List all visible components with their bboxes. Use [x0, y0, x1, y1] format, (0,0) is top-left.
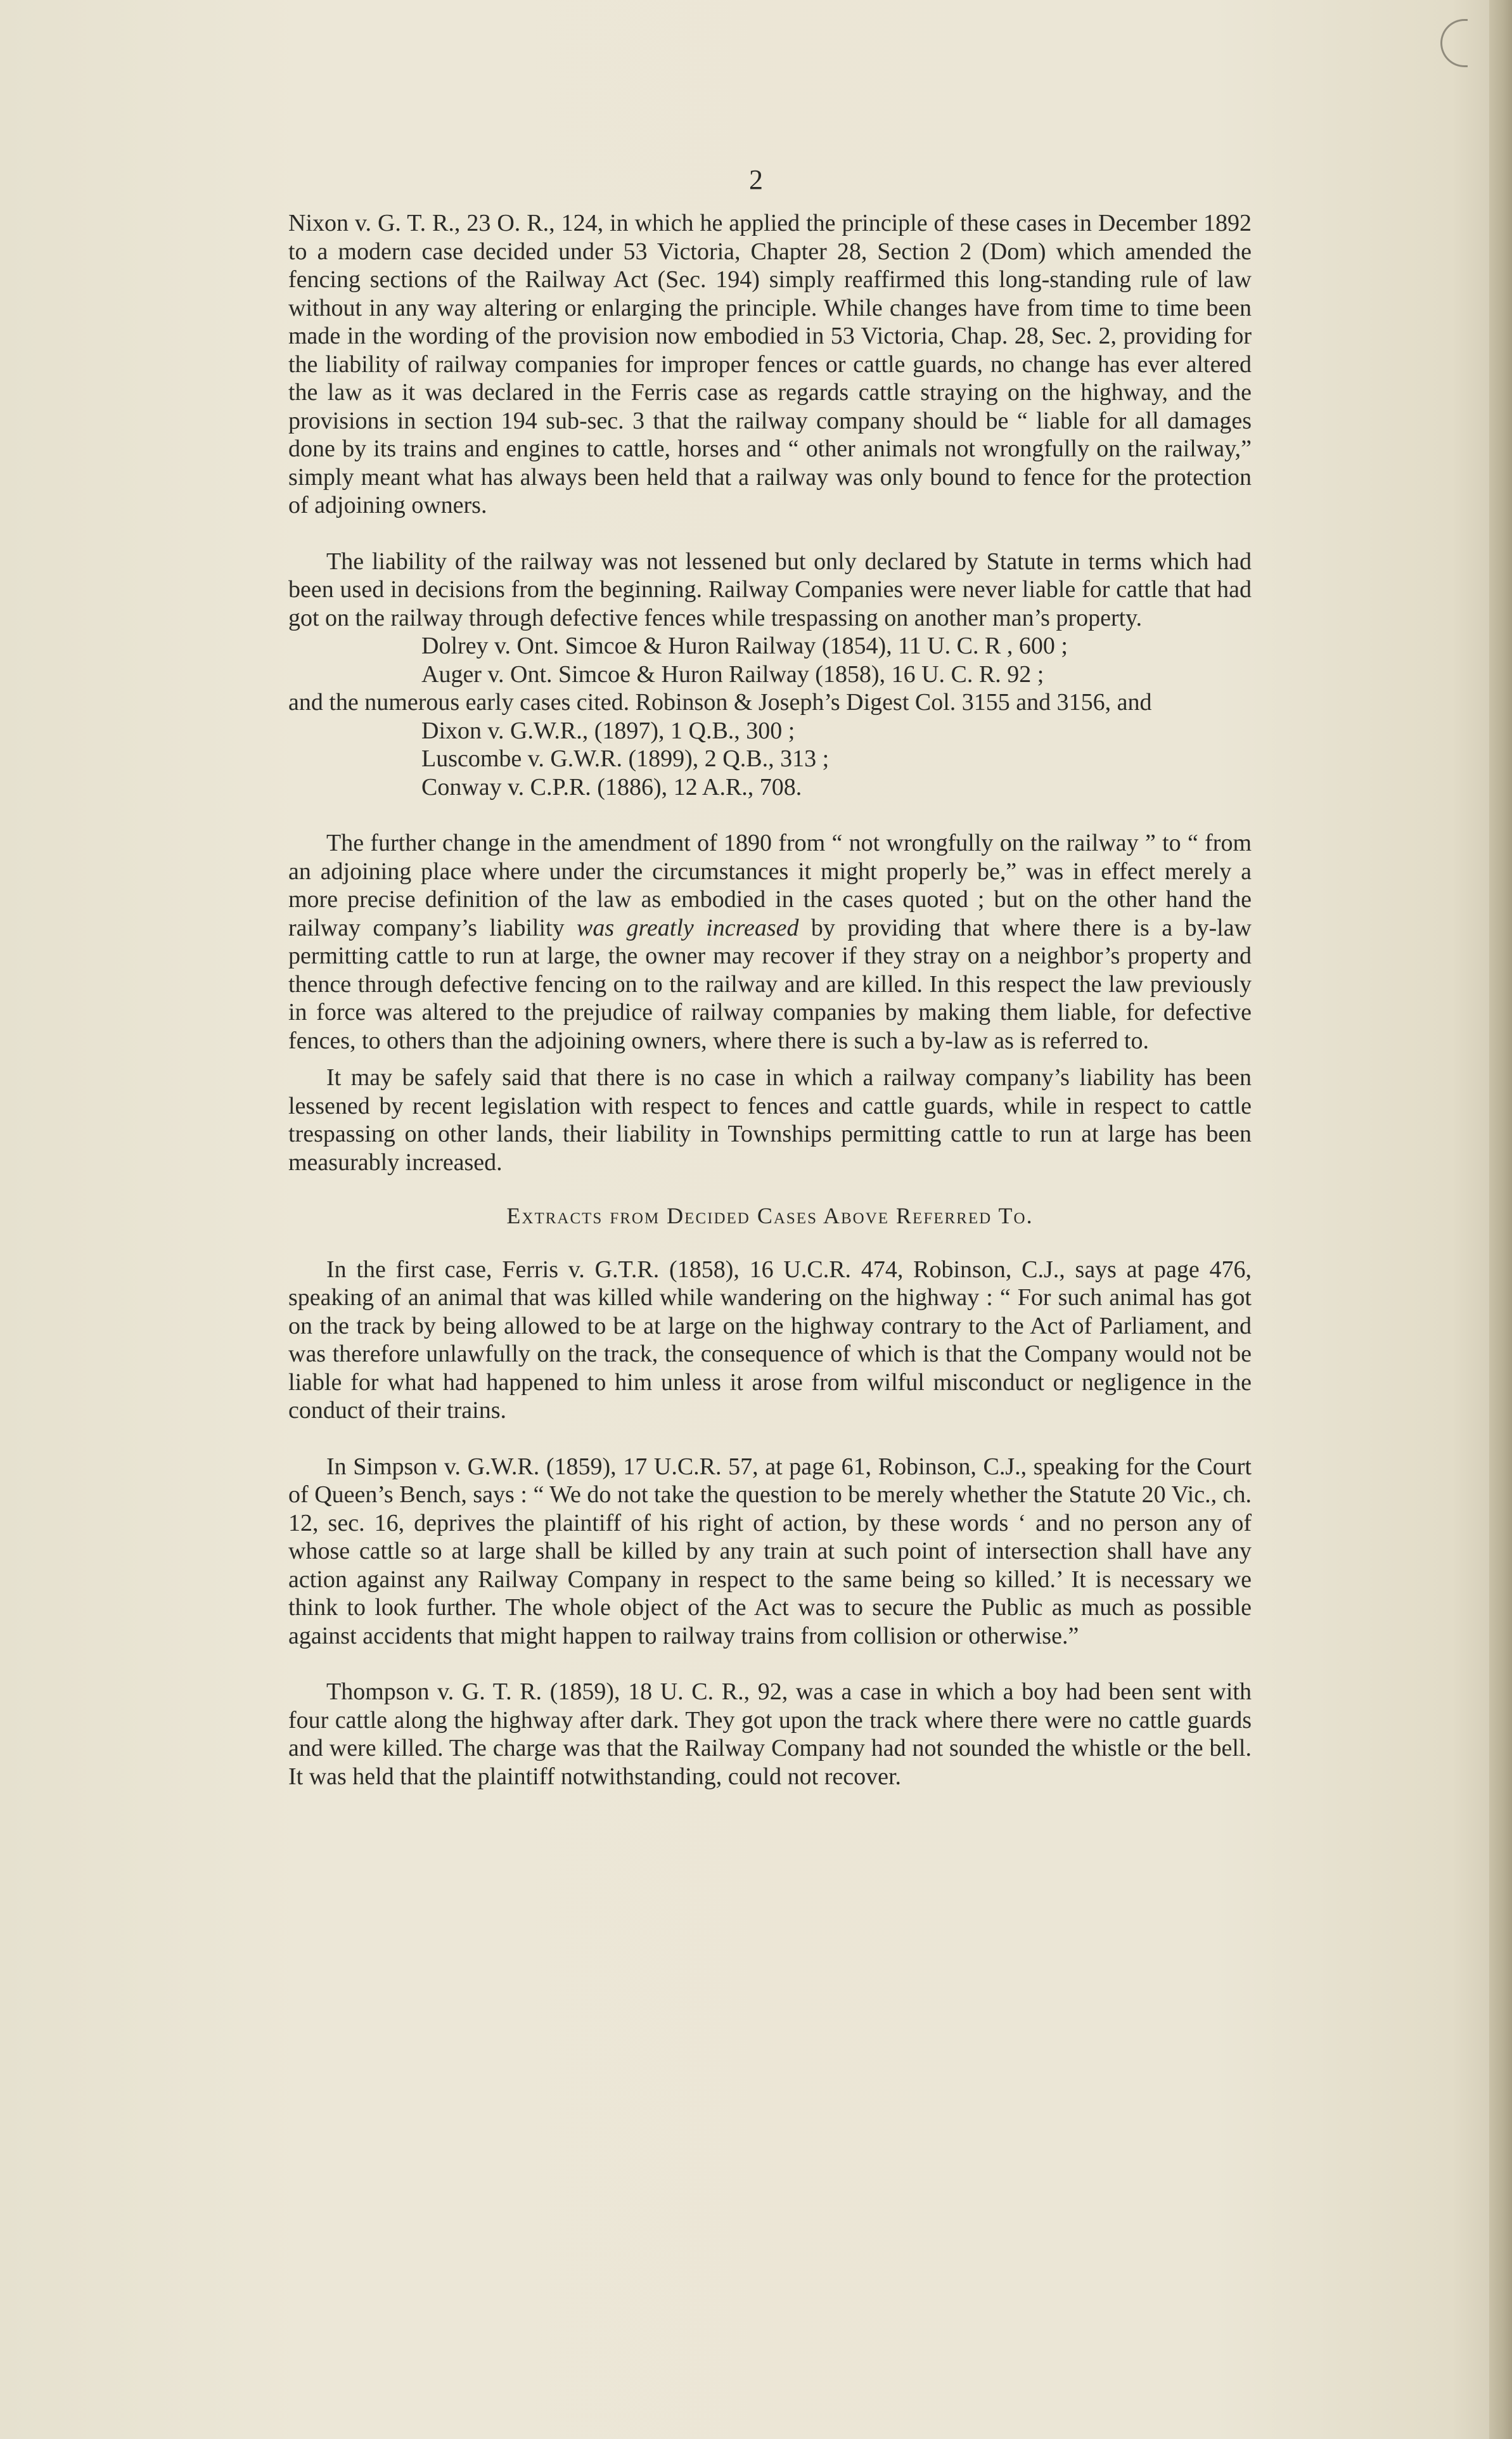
paragraph-5: In the first case, Ferris v. G.T.R. (1858), 16 U.C.R. 474, Robinson, C.J., says at page 476, speaking of an animal that was killed while wandering on the highway : “ For such animal has got on the track by being allowed to be at large on the highway contrary to the Act of Parliament, and was therefore unlawfully on the track, the consequence of which is that the Company would not be liable for what had happened to him unless it arose from wilful misconduct or negligence in the conduct of their trains.	[288, 1256, 1252, 1424]
page-number: 2	[749, 164, 763, 195]
paragraph-6: In Simpson v. G.W.R. (1859), 17 U.C.R. 57, at page 61, Robinson, C.J., speaking for the Court of Queen’s Bench, says : “ We do not take the question to be merely whether the Statute 20 Vic., ch. 12, sec. 16, deprives the plaintiff of his right of action, by these words ‘ and no person any of whose cattle so at large shall be killed by any train at such point of intersection shall have any action against any Railway Company in respect to the same being so killed.’ It is necessary we think to look further. The whole object of the Act was to secure the Public as much as possible against accidents that might happen to railway trains from collision or otherwise.”	[288, 1453, 1252, 1649]
paragraph-4: It may be safely said that there is no case in which a railway company’s liability has been lessened by recent legislation with respect to fences and cattle guards, while in respect to cattle trespassing on other lands, their liability in Townships permitting cattle to run at large has been measurably increased.	[288, 1064, 1252, 1176]
paragraph-2-continued: and the numerous early cases cited. Robinson & Joseph’s Digest Col. 3155 and 3156, and	[288, 689, 1152, 716]
paragraph-3-part-b: by providing that where there is a by-law permitting cattle to run at large, the owner may recover if they stray on a neighbor’s property and thence through defective fencing on to the railway and are killed. In this respect the law previously in force was altered to the prejudice of railway companies by making them liable, for defective fences, to others than the adjoining owners, where there is such a by-law as is referred to.	[288, 914, 1252, 1054]
document-body	[288, 209, 1252, 1791]
paragraph-2: The liability of the railway was not lessened but only declared by Statute in terms which had been used in decisions from the beginning. Railway Companies were never liable for cattle that had got on the railway through defective fences while trespassing on another man’s property.	[288, 548, 1252, 631]
paragraph-3-part-a: The further change in the amendment of 1890 from “ not wrongfully on the railway ” to “ from an adjoining place where under the circumstances it might properly be,” was in effect merely a more precise definition of the law as embodied in the cases quoted ; but on the other hand the railway company’s liability	[288, 830, 1252, 941]
page-edge-strip	[1489, 0, 1512, 2439]
citation-auger: Auger v. Ont. Simcoe & Huron Railway (1858), 16 U. C. R. 92 ;	[421, 660, 1044, 688]
paragraph-3-emphasis: was greatly increased	[577, 914, 799, 941]
citation-conway: Conway v. C.P.R. (1886), 12 A.R., 708.	[421, 773, 802, 801]
citation-dolrey: Dolrey v. Ont. Simcoe & Huron Railway (1854), 11 U. C. R , 600 ;	[421, 633, 1068, 659]
paragraph-1: Nixon v. G. T. R., 23 O. R., 124, in which he applied the principle of these cases in December 1892 to a modern case decided under 53 Victoria, Chapter 28, Section 2 (Dom) which amended the fencing sections of the Railway Act (Sec. 194) simply reaffirmed this long-standing rule of law without in any way altering or enlarging the principle. While changes have from time to time been made in the wording of the provision now embodied in 53 Victoria, Chap. 28, Sec. 2, providing for the liability of railway companies for improper fences or cattle guards, no change has ever altered the law as it was declared in the Ferris case as regards cattle straying on the highway, and the provisions in section 194 sub-sec. 3 that the railway company should be “ liable for all damages done by its trains and engines to cattle, horses and “ other animals not wrongfully on the railway,” simply meant what has always been held that a railway was only bound to fence for the protection of adjoining owners.	[288, 210, 1252, 518]
citation-dixon: Dixon v. G.W.R., (1897), 1 Q.B., 300 ;	[421, 717, 795, 744]
citation-luscombe: Luscombe v. G.W.R. (1899), 2 Q.B., 313 ;	[421, 745, 830, 772]
paragraph-3	[288, 829, 1252, 1055]
corner-binding-mark	[1440, 19, 1468, 67]
section-heading: Extracts from Decided Cases Above Referred To.	[506, 1203, 1034, 1228]
paragraph-7: Thompson v. G. T. R. (1859), 18 U. C. R., 92, was a case in which a boy had been sent with four cattle along the highway after dark. They got upon the track where there were no cattle guards and were killed. The charge was that the Railway Company had not sounded the whistle or the bell. It was held that the plaintiff notwithstanding, could not recover.	[288, 1678, 1252, 1790]
